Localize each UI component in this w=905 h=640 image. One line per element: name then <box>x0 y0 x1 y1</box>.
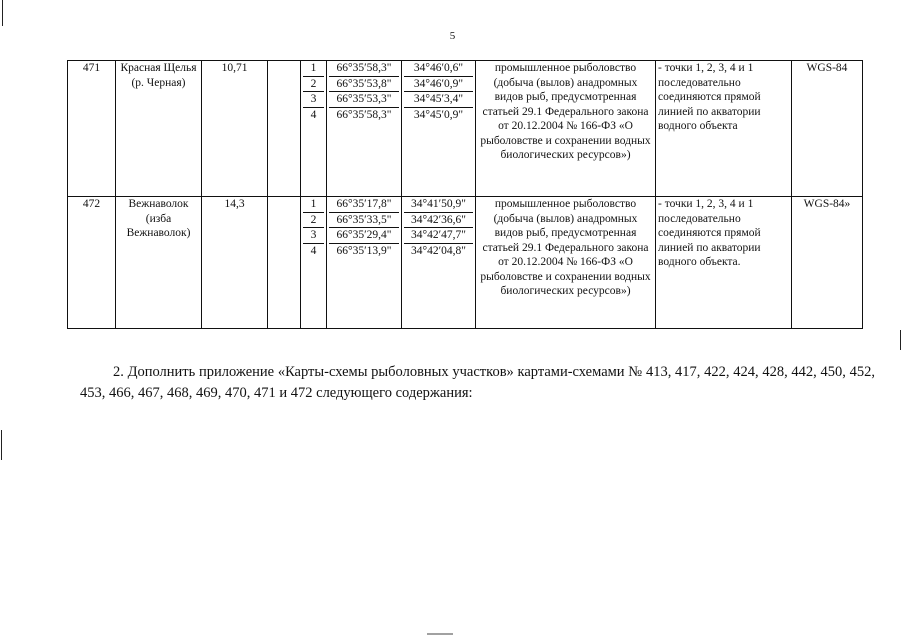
longitude: 34°42′04,8" <box>411 244 466 257</box>
empty-column <box>268 61 301 197</box>
longitude: 34°46′0,6" <box>404 61 473 77</box>
boundary-description: - точки 1, 2, 3, 4 и 1 последовательно соединяются прямой линией по акватории водного объекта <box>656 61 792 197</box>
purpose: промышленное рыболовство (добыча (вылов) анадромных видов рыб, предусмотренная статьей 29.1 Федерального закона от 20.12.2004 № 166-ФЗ «О рыболовстве и сохранении водных биологических ресурсов») <box>476 197 656 329</box>
point-number: 1 <box>303 197 324 213</box>
boundary-description: - точки 1, 2, 3, 4 и 1 последовательно соединяются прямой линией по акватории водного объекта. <box>656 197 792 329</box>
longitude: 34°41′50,9" <box>404 197 473 213</box>
latitude: 66°35′53,8" <box>329 77 399 93</box>
area-name: Красная Щелья (р. Черная) <box>116 61 202 197</box>
coordinate-system: WGS-84 <box>792 61 863 197</box>
purpose: промышленное рыболовство (добыча (вылов) анадромных видов рыб, предусмотренная статьей 29.1 Федерального закона от 20.12.2004 № 166-ФЗ «О рыболовстве и сохранении водных биологических ресурсов») <box>476 61 656 197</box>
point-number: 3 <box>303 228 324 244</box>
point-number: 2 <box>303 213 324 229</box>
point-number: 3 <box>303 92 324 108</box>
latitude: 66°35′33,5" <box>329 213 399 229</box>
table-row <box>68 197 863 329</box>
latitude: 66°35′58,3" <box>329 61 399 77</box>
scan-mark <box>1 430 2 460</box>
longitudes <box>402 61 476 197</box>
longitude: 34°45′0,9" <box>413 108 464 121</box>
latitudes <box>327 197 402 329</box>
coordinate-system: WGS-84» <box>792 197 863 329</box>
area-size: 14,3 <box>202 197 268 329</box>
longitudes <box>402 197 476 329</box>
latitude: 66°35′58,3" <box>336 108 392 121</box>
latitude: 66°35′29,4" <box>329 228 399 244</box>
latitude: 66°35′17,8" <box>329 197 399 213</box>
fishing-areas-table <box>67 60 863 329</box>
area-size: 10,71 <box>202 61 268 197</box>
point-numbers <box>301 197 327 329</box>
point-number: 1 <box>303 61 324 77</box>
longitude: 34°42′36,6" <box>404 213 473 229</box>
scan-mark <box>900 330 901 350</box>
point-number: 2 <box>303 77 324 93</box>
latitude: 66°35′53,3" <box>329 92 399 108</box>
empty-column <box>268 197 301 329</box>
table-row <box>68 61 863 197</box>
page-number: 5 <box>449 30 456 42</box>
point-number: 4 <box>310 108 317 121</box>
point-numbers <box>301 61 327 197</box>
point-number: 4 <box>310 244 317 257</box>
area-number: 472 <box>68 197 116 329</box>
paragraph-2: 2. Дополнить приложение «Карты-схемы рыболовных участков» картами-схемами № 413, 417, 422, 424, 428, 442, 450, 452, 453, 466, 467, 468, 469, 470, 471 и 472 следующего содержания: <box>80 363 875 401</box>
latitudes <box>327 61 402 197</box>
longitude: 34°45′3,4" <box>404 92 473 108</box>
area-number: 471 <box>68 61 116 197</box>
longitude: 34°46′0,9" <box>404 77 473 93</box>
latitude: 66°35′13,9" <box>336 244 392 257</box>
longitude: 34°42′47,7" <box>404 228 473 244</box>
scan-mark <box>2 0 3 26</box>
scan-mark <box>427 633 453 635</box>
area-name: Вежнаволок (изба Вежнаволок) <box>116 197 202 329</box>
